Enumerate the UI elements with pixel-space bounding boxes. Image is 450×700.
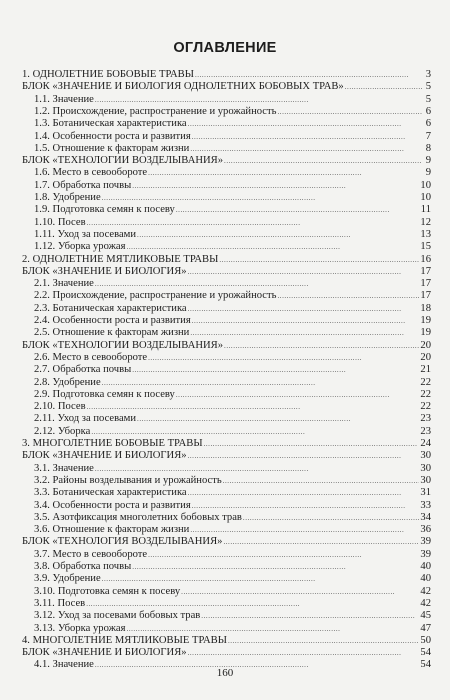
toc-entry bbox=[34, 364, 431, 376]
toc-entry-page: 47 bbox=[420, 622, 431, 634]
toc-entry-page: 3 bbox=[425, 69, 431, 80]
dot-leader bbox=[95, 278, 420, 290]
page-number: 160 bbox=[216, 667, 234, 679]
toc-entry bbox=[22, 635, 431, 647]
dot-leader bbox=[95, 94, 422, 106]
toc-entry bbox=[22, 536, 431, 548]
toc-entry-page: 39 bbox=[420, 536, 431, 548]
toc-entry-title: 4. МНОГОЛЕТНИЕ МЯТЛИКОВЫЕ ТРАВЫ bbox=[22, 634, 227, 646]
toc-entry-title: 1.2. Происхождение, распространение и урожайность bbox=[34, 105, 277, 117]
dot-leader bbox=[95, 463, 420, 475]
dot-leader bbox=[148, 352, 419, 364]
dot-leader bbox=[176, 204, 420, 216]
toc-entry-title: 1.9. Подготовка семян к посеву bbox=[34, 204, 175, 216]
dot-leader bbox=[132, 180, 419, 192]
toc-entry bbox=[22, 340, 431, 352]
toc-entry bbox=[34, 131, 431, 143]
toc-entry-title: 2.2. Происхождение, распространение и урожайность bbox=[34, 290, 277, 302]
toc-entry bbox=[34, 487, 431, 499]
dot-leader bbox=[277, 106, 422, 118]
toc-entry-title: 1.5. Отношение к факторам жизни bbox=[34, 142, 190, 154]
toc-entry-page: 30 bbox=[420, 450, 431, 462]
toc-entry bbox=[34, 573, 431, 585]
toc-entry-title: 2.10. Посев bbox=[34, 401, 86, 413]
page-title: ОГЛАВЛЕНИЕ bbox=[173, 40, 277, 56]
toc-entry-page: 9 bbox=[425, 155, 431, 167]
toc-entry-page: 10 bbox=[420, 179, 431, 191]
dot-leader bbox=[188, 647, 420, 659]
dot-leader bbox=[188, 487, 420, 499]
toc-entry-page: 30 bbox=[420, 474, 431, 486]
dot-leader bbox=[219, 254, 419, 266]
toc-entry bbox=[34, 94, 431, 106]
toc-entry-page: 22 bbox=[420, 388, 431, 400]
dot-leader bbox=[224, 155, 422, 167]
toc-entry-title: 1.11. Уход за посевами bbox=[34, 228, 137, 240]
dot-leader bbox=[190, 524, 419, 536]
toc-entry bbox=[34, 167, 431, 179]
dot-leader bbox=[192, 315, 420, 327]
toc-entry-title: 3.7. Место в севообороте bbox=[34, 548, 148, 560]
toc-entry-title: 1.1. Значение bbox=[34, 93, 94, 105]
toc-entry-page: 5 bbox=[425, 93, 431, 105]
dot-leader bbox=[190, 327, 419, 339]
toc-entry-page: 40 bbox=[420, 573, 431, 585]
dot-leader bbox=[223, 475, 420, 487]
toc-entry-title: 1.8. Удобрение bbox=[34, 192, 101, 203]
toc-entry bbox=[34, 426, 431, 438]
toc-entry bbox=[22, 647, 431, 659]
dot-leader bbox=[224, 340, 419, 352]
toc-entry bbox=[34, 401, 431, 413]
dot-leader bbox=[201, 610, 419, 622]
toc-entry-title: 3. МНОГОЛЕТНИЕ БОБОВЫЕ ТРАВЫ bbox=[22, 438, 203, 449]
toc-entry bbox=[22, 81, 431, 93]
toc-entry-page: 20 bbox=[420, 351, 431, 363]
toc-entry bbox=[22, 254, 431, 266]
toc-entry-title: БЛОК «ЗНАЧЕНИЕ И БИОЛОГИЯ» bbox=[22, 265, 187, 277]
toc-entry-page: 18 bbox=[420, 302, 431, 314]
toc-entry-title: 1.12. Уборка урожая bbox=[34, 241, 126, 253]
toc-entry bbox=[34, 610, 431, 622]
toc-entry-title: 3.13. Уборка урожая bbox=[34, 622, 126, 634]
dot-leader bbox=[148, 167, 422, 179]
toc-entry-title: 1.10. Посев bbox=[34, 216, 86, 228]
toc-entry-title: 4.1. Значение bbox=[34, 659, 94, 671]
toc-entry-page: 31 bbox=[420, 487, 431, 499]
toc-entry-title: БЛОК «ТЕХНОЛОГИИ ВОЗДЕЛЫВАНИЯ» bbox=[22, 339, 224, 351]
toc-entry-title: 2. ОДНОЛЕТНИЕ МЯТЛИКОВЫЕ ТРАВЫ bbox=[22, 253, 219, 265]
toc-entry bbox=[34, 290, 431, 302]
toc-entry-title: 1.6. Место в севообороте bbox=[34, 167, 148, 179]
toc-entry-page: 40 bbox=[420, 561, 431, 572]
toc-entry bbox=[34, 204, 431, 216]
toc-entry-title: 2.5. Отношение к факторам жизни bbox=[34, 327, 190, 339]
toc-entry-page: 54 bbox=[420, 647, 431, 659]
toc-entry-title: 2.1. Значение bbox=[34, 278, 94, 290]
toc-entry-title: БЛОК «ТЕХНОЛОГИИ ВОЗДЕЛЫВАНИЯ» bbox=[22, 155, 224, 167]
toc-entry bbox=[34, 315, 431, 327]
toc-entry-title: 3.10. Подготовка семян к посеву bbox=[34, 585, 181, 597]
toc-entry-page: 8 bbox=[425, 142, 431, 154]
toc-entry bbox=[34, 524, 431, 536]
dot-leader bbox=[86, 598, 419, 610]
toc-entry-page: 39 bbox=[420, 548, 431, 560]
toc-entry bbox=[34, 500, 431, 512]
toc-entry-page: 50 bbox=[420, 634, 431, 646]
dot-leader bbox=[188, 118, 422, 130]
toc-entry-title: 3.1. Значение bbox=[34, 462, 94, 474]
toc-entry-page: 13 bbox=[420, 228, 431, 240]
toc-entry bbox=[34, 303, 431, 315]
toc-entry-title: 2.11. Уход за посевами bbox=[34, 413, 137, 425]
toc-entry-title: 2.9. Подготовка семян к посеву bbox=[34, 388, 175, 400]
dot-leader bbox=[137, 413, 419, 425]
toc-entry bbox=[34, 598, 431, 610]
dot-leader bbox=[176, 389, 420, 401]
dot-leader bbox=[127, 623, 420, 635]
toc-entry-page: 30 bbox=[420, 462, 431, 474]
toc-entry-title: 1.7. Обработка почвы bbox=[34, 179, 132, 191]
dot-leader bbox=[345, 81, 422, 93]
toc-entry bbox=[34, 352, 431, 364]
toc-entry-page: 42 bbox=[420, 585, 431, 597]
toc-entry-title: 2.3. Ботаническая характеристика bbox=[34, 302, 187, 314]
dot-leader bbox=[132, 561, 419, 573]
toc-entry-title: 2.4. Особенности роста и развития bbox=[34, 315, 191, 326]
toc-entry-page: 34 bbox=[420, 511, 431, 523]
toc-entry-page: 23 bbox=[420, 413, 431, 425]
toc-entry bbox=[22, 155, 431, 167]
toc-entry-page: 15 bbox=[420, 241, 431, 253]
toc-entry-title: 2.12. Уборка bbox=[34, 425, 91, 437]
toc-entry-title: БЛОК «ТЕХНОЛОГИЯ ВОЗДЕЛЫВАНИЯ» bbox=[22, 536, 223, 548]
toc-entry bbox=[22, 438, 431, 450]
toc-entry bbox=[22, 69, 431, 81]
dot-leader bbox=[87, 217, 420, 229]
toc-entry-page: 21 bbox=[420, 364, 431, 376]
toc-entry bbox=[34, 106, 431, 118]
toc-entry bbox=[34, 118, 431, 130]
toc-entry bbox=[34, 180, 431, 192]
toc-entry-page: 42 bbox=[420, 597, 431, 609]
toc-entry-page: 5 bbox=[425, 81, 431, 93]
toc-entry-page: 36 bbox=[420, 524, 431, 536]
toc-entry-title: 1.4. Особенности роста и развития bbox=[34, 130, 191, 142]
toc-entry-title: БЛОК «ЗНАЧЕНИЕ И БИОЛОГИЯ» bbox=[22, 647, 187, 659]
dot-leader bbox=[91, 426, 419, 438]
toc-entry-title: 1. ОДНОЛЕТНИЕ БОБОВЫЕ ТРАВЫ bbox=[22, 69, 194, 80]
dot-leader bbox=[102, 377, 420, 389]
toc-entry-page: 17 bbox=[420, 290, 431, 302]
dot-leader bbox=[181, 586, 419, 598]
toc-entry-title: 3.12. Уход за посевами бобовых трав bbox=[34, 610, 201, 622]
toc-entry bbox=[34, 512, 431, 524]
dot-leader bbox=[102, 573, 420, 585]
toc-entry-title: 2.6. Место в севообороте bbox=[34, 351, 148, 363]
toc-entry bbox=[34, 463, 431, 475]
dot-leader bbox=[188, 303, 420, 315]
toc-entry-page: 24 bbox=[420, 438, 431, 449]
toc-entry-page: 16 bbox=[420, 253, 431, 265]
toc-entry bbox=[22, 450, 431, 462]
toc-entry-page: 19 bbox=[420, 327, 431, 339]
dot-leader bbox=[137, 229, 419, 241]
toc-entry-page: 9 bbox=[425, 167, 431, 179]
toc-entry bbox=[34, 143, 431, 155]
toc-entry-page: 33 bbox=[420, 499, 431, 511]
dot-leader bbox=[148, 549, 419, 561]
toc-entry-title: 3.11. Посев bbox=[34, 597, 86, 609]
toc-entry bbox=[22, 266, 431, 278]
toc-entry-page: 17 bbox=[420, 265, 431, 277]
toc-entry bbox=[34, 192, 431, 204]
dot-leader bbox=[102, 192, 420, 204]
toc-entry-title: 3.6. Отношение к факторам жизни bbox=[34, 524, 190, 536]
dot-leader bbox=[228, 635, 419, 647]
dot-leader bbox=[188, 450, 420, 462]
toc-entry-page: 12 bbox=[420, 216, 431, 228]
toc-entry-title: 3.5. Азотфиксация многолетних бобовых трав bbox=[34, 511, 242, 523]
dot-leader bbox=[192, 131, 422, 143]
toc-entry bbox=[34, 241, 431, 253]
toc-entry-page: 6 bbox=[425, 118, 431, 130]
dot-leader bbox=[277, 290, 419, 302]
toc-entry-page: 17 bbox=[420, 278, 431, 290]
toc-entry bbox=[34, 475, 431, 487]
toc-entry bbox=[34, 561, 431, 573]
toc-entry-title: 3.2. Районы возделывания и урожайность bbox=[34, 474, 222, 486]
toc-entry-title: 3.3. Ботаническая характеристика bbox=[34, 487, 187, 499]
toc-entry-title: 2.7. Обработка почвы bbox=[34, 364, 132, 376]
dot-leader bbox=[127, 241, 420, 253]
dot-leader bbox=[195, 69, 422, 81]
toc-entry-page: 10 bbox=[420, 192, 431, 203]
toc-entry-title: 2.8. Удобрение bbox=[34, 376, 101, 388]
toc-entry-title: 3.8. Обработка почвы bbox=[34, 561, 132, 572]
toc-entry-title: 3.9. Удобрение bbox=[34, 573, 101, 585]
dot-leader bbox=[204, 438, 420, 450]
toc-entry-page: 19 bbox=[420, 315, 431, 326]
toc-entry-title: БЛОК «ЗНАЧЕНИЕ И БИОЛОГИЯ» bbox=[22, 450, 187, 462]
toc-entry bbox=[34, 377, 431, 389]
toc-entry-page: 22 bbox=[420, 376, 431, 388]
toc-entry-title: БЛОК «ЗНАЧЕНИЕ И БИОЛОГИЯ ОДНОЛЕТНИХ БОБОВЫХ ТРАВ» bbox=[22, 81, 344, 93]
toc-entry bbox=[34, 327, 431, 339]
toc-entry bbox=[34, 549, 431, 561]
toc-entry-page: 11 bbox=[420, 204, 431, 216]
dot-leader bbox=[190, 143, 422, 155]
dot-leader bbox=[192, 500, 420, 512]
toc-entry-page: 54 bbox=[420, 659, 431, 671]
dot-leader bbox=[87, 401, 420, 413]
toc-entry-page: 22 bbox=[420, 401, 431, 413]
toc-entry bbox=[34, 217, 431, 229]
toc-entry-page: 23 bbox=[420, 425, 431, 437]
toc-entry-page: 20 bbox=[420, 339, 431, 351]
toc-entry-title: 1.3. Ботаническая характеристика bbox=[34, 118, 187, 130]
toc-entry-page: 45 bbox=[420, 610, 431, 622]
toc-entry bbox=[34, 229, 431, 241]
toc-entry-page: 7 bbox=[425, 130, 431, 142]
toc-entry bbox=[34, 278, 431, 290]
dot-leader bbox=[132, 364, 419, 376]
toc-entry bbox=[34, 623, 431, 635]
toc-entry bbox=[34, 389, 431, 401]
dot-leader bbox=[243, 512, 419, 524]
toc-entry-page: 6 bbox=[425, 105, 431, 117]
toc-entry-title: 3.4. Особенности роста и развития bbox=[34, 499, 191, 511]
toc-entry bbox=[34, 413, 431, 425]
toc-entry bbox=[34, 586, 431, 598]
dot-leader bbox=[223, 536, 419, 548]
dot-leader bbox=[188, 266, 420, 278]
